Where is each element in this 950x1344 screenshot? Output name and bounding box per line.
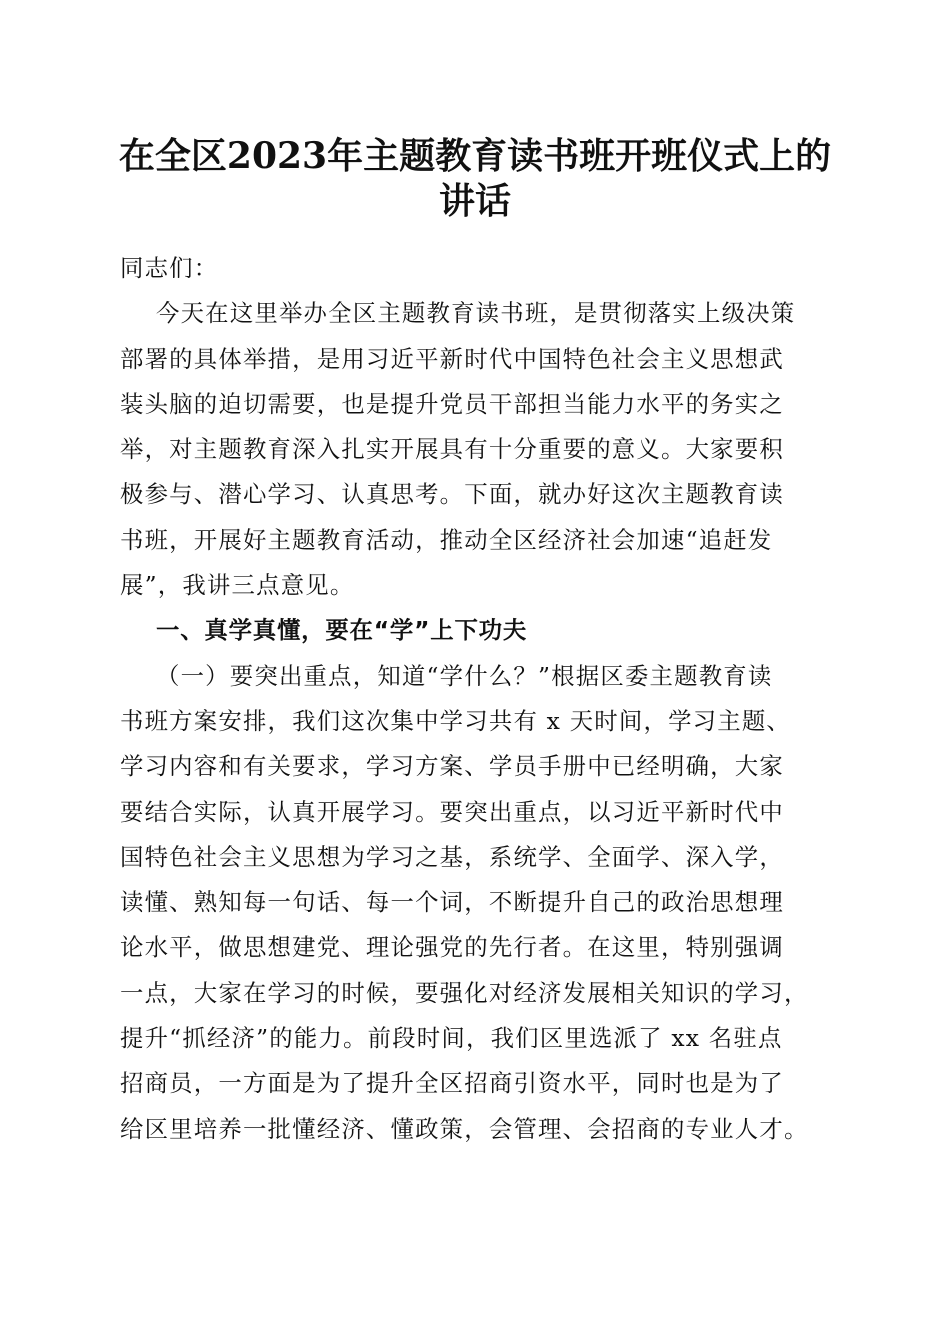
paragraph-line: 展”，我讲三点意见。 xyxy=(120,571,355,600)
paragraph-line: 书班，开展好主题教育活动，推动全区经济社会加速“追赶发 xyxy=(120,525,773,554)
paragraph-line: 一点，大家在学习的时候，要强化对经济发展相关知识的学习， xyxy=(120,978,809,1007)
section-heading: 一、真学真懂，要在“学”上下功夫 xyxy=(156,616,528,645)
paragraph-line: 要结合实际，认真开展学习。要突出重点，以习近平新时代中 xyxy=(120,797,784,826)
paragraph-line: 装头脑的迫切需要，也是提升党员干部担当能力水平的务实之 xyxy=(120,389,784,418)
paragraph-line: 书班方案安排，我们这次集中学习共有 x 天时间，学习主题、 xyxy=(120,706,792,735)
paragraph-line: 今天在这里举办全区主题教育读书班，是贯彻落实上级决策 xyxy=(156,299,796,328)
title-line: 在全区2023年主题教育读书班开班仪式上的 xyxy=(118,135,832,177)
document-body xyxy=(120,246,832,1152)
paragraph-intro xyxy=(120,291,832,608)
paragraph-line: （一）要突出重点，知道“学什么？”根据区委主题教育读 xyxy=(156,661,773,690)
paragraph-line: 读懂、熟知每一句话、每一个词，不断提升自己的政治思想理 xyxy=(120,888,784,917)
paragraph-line: 部署的具体举措，是用习近平新时代中国特色社会主义思想武 xyxy=(120,344,784,373)
paragraph-line: 国特色社会主义思想为学习之基，系统学、全面学、深入学， xyxy=(120,842,784,871)
title-line: 讲话 xyxy=(438,180,511,223)
paragraph-line: 学习内容和有关要求，学习方案、学员手册中已经明确，大家 xyxy=(120,752,784,781)
paragraph-line: 极参与、潜心学习、认真思考。下面，就办好这次主题教育读 xyxy=(120,480,784,509)
paragraph-line: 提升“抓经济”的能力。前段时间，我们区里选派了 xx 名驻点 xyxy=(120,1024,783,1053)
salutation: 同志们： xyxy=(120,254,219,282)
paragraph-line: 论水平，做思想建党、理论强党的先行者。在这里，特别强调 xyxy=(120,933,784,962)
paragraph-line: 招商员，一方面是为了提升全区招商引资水平，同时也是为了 xyxy=(120,1069,784,1098)
document-title xyxy=(100,132,850,223)
paragraph-section1 xyxy=(120,654,832,1152)
paragraph-line: 举，对主题教育深入扎实开展具有十分重要的意义。大家要积 xyxy=(120,435,784,464)
paragraph-line: 给区里培养一批懂经济、懂政策，会管理、会招商的专业人才。 xyxy=(120,1114,809,1143)
